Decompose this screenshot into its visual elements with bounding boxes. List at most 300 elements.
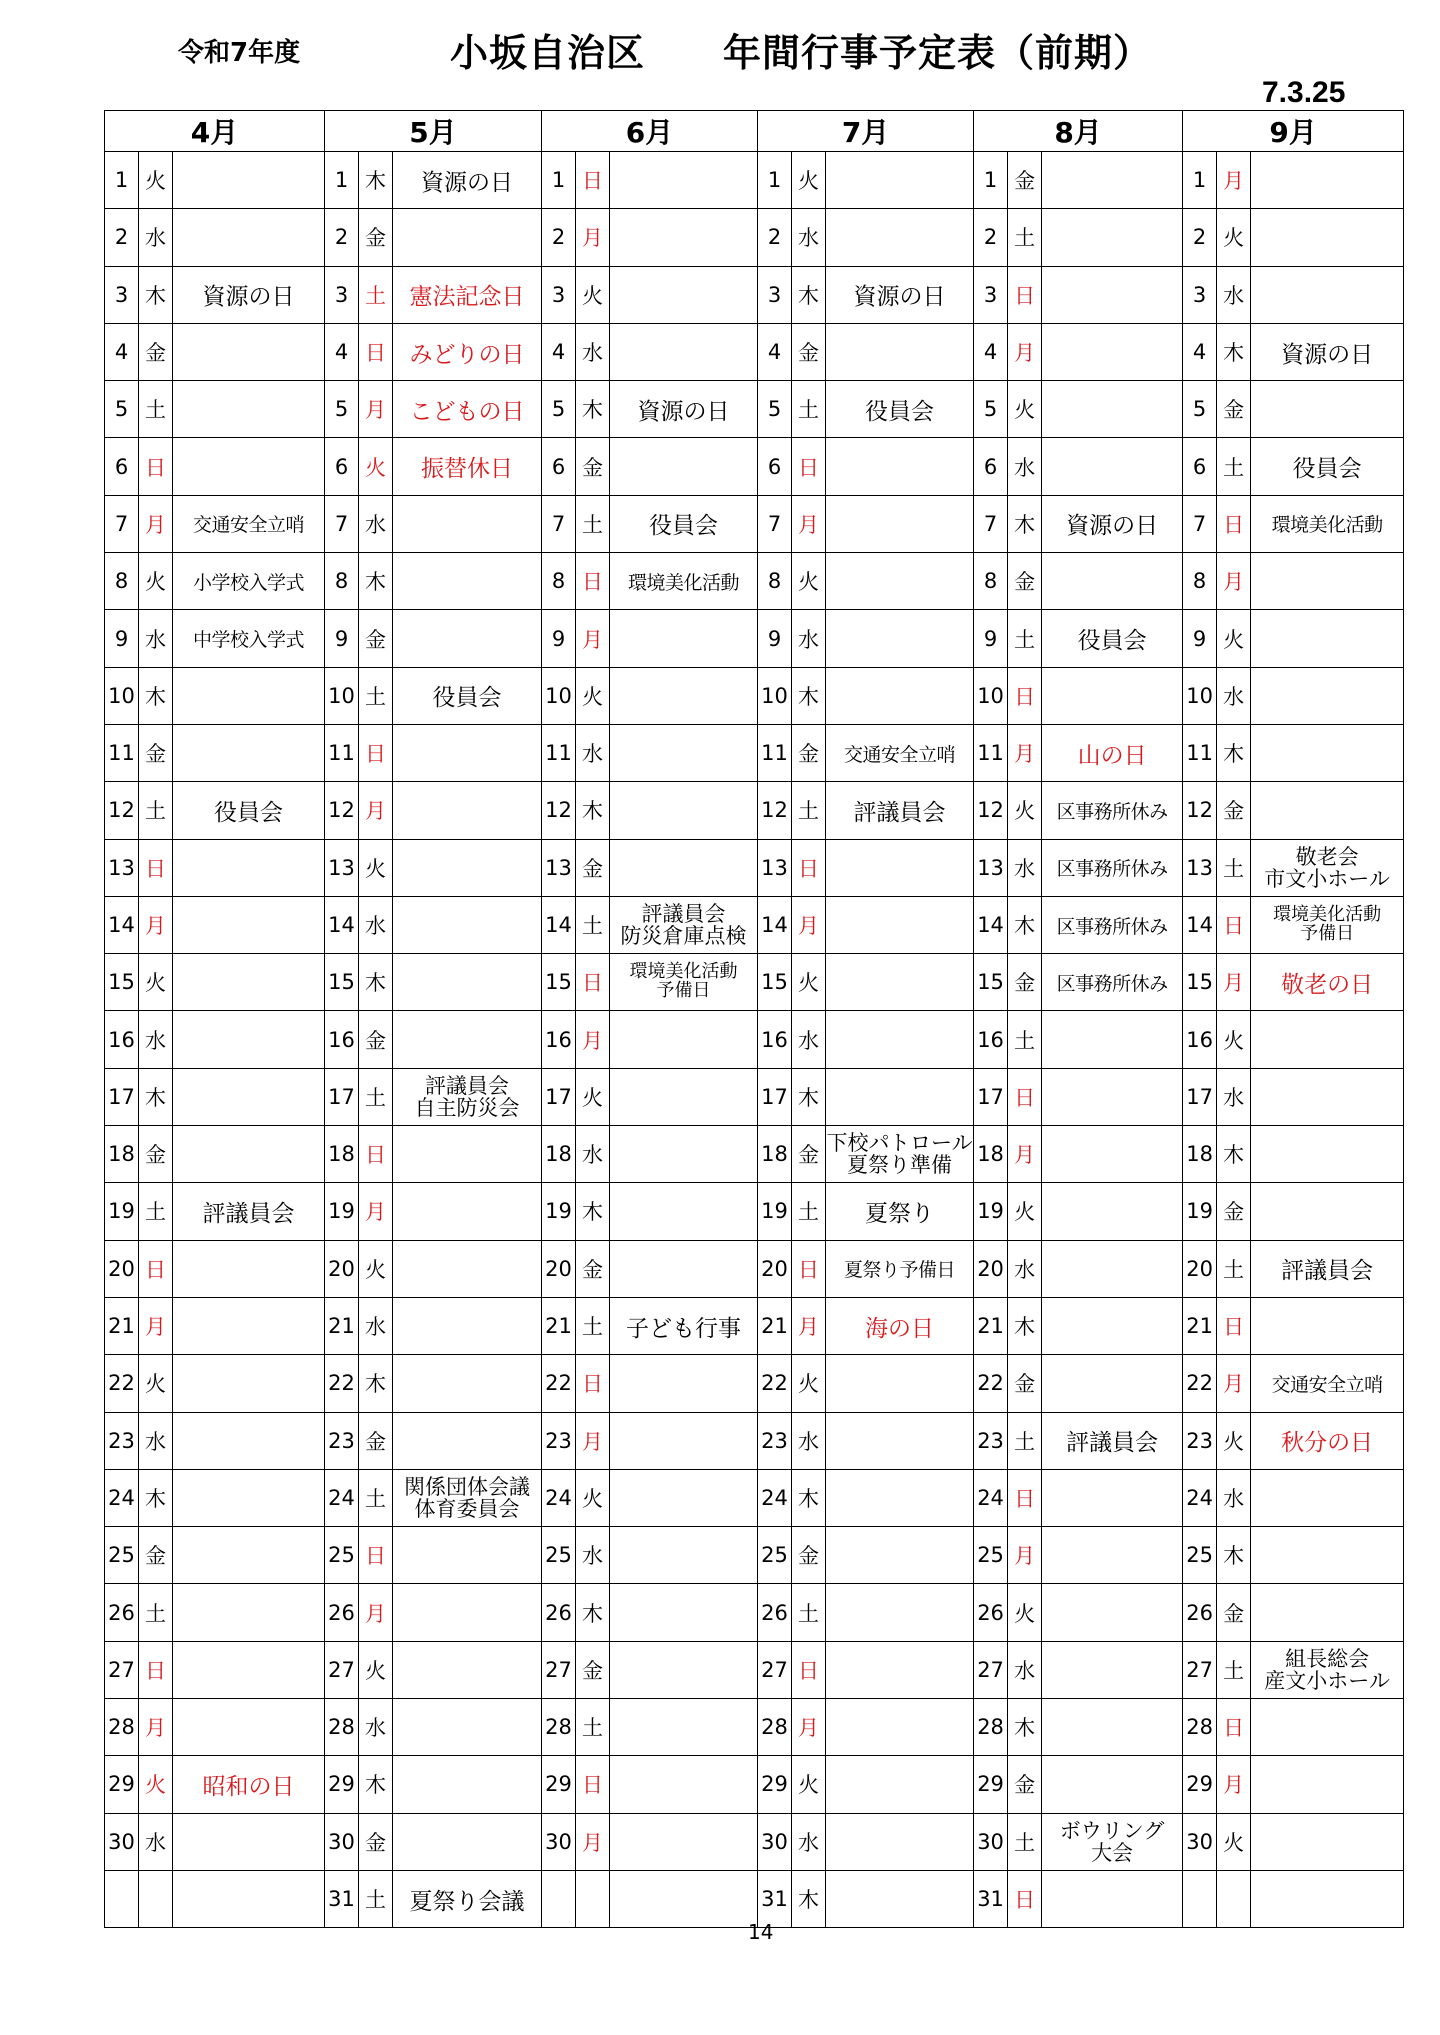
weekday: 水 (139, 610, 173, 667)
weekday: 金 (139, 724, 173, 781)
weekday: 土 (576, 1297, 610, 1354)
weekday: 木 (1008, 495, 1042, 552)
weekday: 金 (792, 724, 826, 781)
day-number (1183, 1870, 1217, 1927)
event-cell (610, 724, 758, 781)
weekday: 月 (576, 610, 610, 667)
day-number: 21 (542, 1297, 576, 1354)
event-label: ボウリング (1059, 1818, 1165, 1843)
event-cell (393, 495, 542, 552)
day-number: 19 (1183, 1183, 1217, 1240)
event-label: 区事務所休み (1056, 858, 1168, 881)
event-cell (610, 610, 758, 667)
day-number: 31 (758, 1870, 792, 1927)
weekday: 金 (359, 610, 393, 667)
event-cell (826, 152, 974, 209)
event-cell (826, 209, 974, 266)
weekday: 金 (576, 1240, 610, 1297)
weekday: 木 (576, 782, 610, 839)
weekday: 日 (576, 954, 610, 1011)
event-label: 山の日 (1077, 742, 1147, 769)
event-cell (826, 1870, 974, 1927)
day-number: 26 (542, 1584, 576, 1641)
day-number: 5 (758, 381, 792, 438)
day-number: 10 (542, 667, 576, 724)
day-number: 23 (1183, 1412, 1217, 1469)
day-number: 6 (105, 438, 139, 495)
event-cell (173, 323, 325, 380)
event-label-secondary: 予備日 (656, 980, 711, 1002)
day-number: 16 (325, 1011, 359, 1068)
event-cell (826, 1355, 974, 1412)
weekday: 木 (139, 1068, 173, 1125)
day-number: 23 (325, 1412, 359, 1469)
event-cell (826, 1011, 974, 1068)
event-cell (610, 1412, 758, 1469)
event-cell (826, 1756, 974, 1813)
event-label: 秋分の日 (1281, 1430, 1374, 1457)
day-number: 22 (105, 1355, 139, 1412)
day-number: 4 (758, 323, 792, 380)
calendar-row (105, 152, 1404, 209)
event-cell (1042, 1870, 1183, 1927)
event-cell (393, 1756, 542, 1813)
event-cell (1251, 1068, 1404, 1125)
day-number: 28 (758, 1699, 792, 1756)
event-cell (173, 1183, 325, 1240)
calendar-row (105, 724, 1404, 781)
day-number: 25 (542, 1527, 576, 1584)
event-cell (826, 1240, 974, 1297)
event-cell (173, 724, 325, 781)
day-number: 31 (974, 1870, 1008, 1927)
calendar-row (105, 209, 1404, 266)
day-number: 29 (758, 1756, 792, 1813)
day-number: 20 (105, 1240, 139, 1297)
day-number: 1 (758, 152, 792, 209)
month-header-row (105, 111, 1404, 152)
event-cell (1042, 1355, 1183, 1412)
day-number: 11 (325, 724, 359, 781)
month-header: 5月 (325, 111, 542, 152)
event-cell (1251, 381, 1404, 438)
weekday: 金 (1008, 553, 1042, 610)
weekday: 日 (359, 724, 393, 781)
day-number: 21 (1183, 1297, 1217, 1354)
weekday: 火 (1217, 209, 1251, 266)
weekday: 木 (1217, 724, 1251, 781)
event-cell (393, 724, 542, 781)
weekday: 水 (1217, 1469, 1251, 1526)
event-cell (1251, 1183, 1404, 1240)
event-label: 評議員会 (853, 799, 946, 826)
weekday: 土 (792, 1183, 826, 1240)
day-number: 30 (105, 1813, 139, 1870)
day-number: 4 (325, 323, 359, 380)
event-cell (826, 610, 974, 667)
event-cell (826, 1699, 974, 1756)
weekday: 土 (359, 266, 393, 323)
event-cell (393, 667, 542, 724)
event-cell (610, 839, 758, 896)
weekday: 木 (359, 1355, 393, 1412)
weekday: 水 (576, 1126, 610, 1183)
month-header: 7月 (758, 111, 974, 152)
weekday: 木 (576, 381, 610, 438)
event-cell (173, 1469, 325, 1526)
day-number: 17 (1183, 1068, 1217, 1125)
event-cell (610, 438, 758, 495)
weekday: 水 (792, 1011, 826, 1068)
weekday: 火 (139, 1355, 173, 1412)
day-number: 28 (1183, 1699, 1217, 1756)
day-number: 8 (974, 553, 1008, 610)
day-number: 30 (542, 1813, 576, 1870)
calendar-row (105, 896, 1404, 953)
weekday: 火 (792, 1756, 826, 1813)
weekday: 月 (1008, 1126, 1042, 1183)
weekday: 火 (792, 152, 826, 209)
weekday: 土 (1008, 1011, 1042, 1068)
event-label: 敬老の日 (1281, 971, 1374, 998)
calendar-row (105, 1297, 1404, 1354)
weekday: 月 (139, 896, 173, 953)
day-number: 19 (758, 1183, 792, 1240)
event-cell (393, 839, 542, 896)
weekday: 月 (792, 1297, 826, 1354)
calendar-row (105, 1699, 1404, 1756)
weekday: 月 (359, 1183, 393, 1240)
event-label: 夏祭り (865, 1200, 935, 1227)
event-cell (826, 839, 974, 896)
day-number: 15 (542, 954, 576, 1011)
event-cell (826, 1126, 974, 1183)
event-cell (393, 1297, 542, 1354)
weekday: 月 (139, 495, 173, 552)
weekday: 日 (792, 1240, 826, 1297)
day-number: 19 (974, 1183, 1008, 1240)
day-number: 13 (542, 839, 576, 896)
day-number: 16 (974, 1011, 1008, 1068)
event-cell (610, 1469, 758, 1526)
day-number: 5 (1183, 381, 1217, 438)
day-number: 29 (1183, 1756, 1217, 1813)
event-cell (393, 1126, 542, 1183)
event-cell (1251, 1699, 1404, 1756)
day-number: 6 (1183, 438, 1217, 495)
event-cell (173, 1756, 325, 1813)
event-cell (173, 553, 325, 610)
weekday: 日 (792, 438, 826, 495)
event-cell (393, 1870, 542, 1927)
day-number: 4 (105, 323, 139, 380)
weekday: 火 (359, 839, 393, 896)
fiscal-year-label: 令和7年度 (178, 38, 301, 68)
weekday: 水 (139, 1011, 173, 1068)
day-number: 10 (1183, 667, 1217, 724)
day-number: 15 (325, 954, 359, 1011)
event-label: 交通安全立哨 (844, 743, 956, 766)
event-cell (610, 1870, 758, 1927)
event-label-secondary: 夏祭り準備 (847, 1153, 953, 1178)
weekday: 木 (576, 1584, 610, 1641)
weekday: 火 (576, 667, 610, 724)
event-label: 役員会 (432, 685, 502, 712)
day-number: 12 (974, 782, 1008, 839)
day-number: 10 (105, 667, 139, 724)
weekday: 日 (1008, 1870, 1042, 1927)
weekday: 水 (576, 724, 610, 781)
weekday: 火 (359, 1641, 393, 1698)
event-cell (173, 209, 325, 266)
day-number: 26 (1183, 1584, 1217, 1641)
weekday: 月 (576, 1813, 610, 1870)
day-number: 8 (542, 553, 576, 610)
weekday: 土 (1008, 610, 1042, 667)
day-number: 16 (1183, 1011, 1217, 1068)
weekday: 木 (792, 266, 826, 323)
day-number: 27 (105, 1641, 139, 1698)
calendar-row (105, 1011, 1404, 1068)
weekday: 月 (359, 381, 393, 438)
weekday: 日 (359, 1527, 393, 1584)
weekday: 木 (792, 667, 826, 724)
weekday: 火 (792, 553, 826, 610)
event-cell (1042, 1813, 1183, 1870)
day-number: 15 (1183, 954, 1217, 1011)
weekday: 日 (359, 323, 393, 380)
day-number: 16 (542, 1011, 576, 1068)
day-number: 10 (758, 667, 792, 724)
day-number: 4 (542, 323, 576, 380)
weekday: 日 (576, 152, 610, 209)
weekday: 土 (139, 1584, 173, 1641)
weekday: 水 (792, 1412, 826, 1469)
day-number: 8 (758, 553, 792, 610)
day-number: 30 (758, 1813, 792, 1870)
weekday: 木 (1217, 1527, 1251, 1584)
event-cell (173, 1527, 325, 1584)
event-label: 環境美化活動 (629, 961, 738, 983)
day-number: 15 (758, 954, 792, 1011)
calendar-row (105, 323, 1404, 380)
day-number: 25 (758, 1527, 792, 1584)
weekday: 土 (359, 1469, 393, 1526)
weekday: 金 (1217, 1584, 1251, 1641)
event-cell (1251, 1011, 1404, 1068)
event-label: 評議員会 (641, 901, 726, 926)
event-cell (1251, 323, 1404, 380)
event-cell (173, 667, 325, 724)
page-number: 14 (748, 1920, 774, 1944)
calendar-row (105, 1240, 1404, 1297)
event-cell (826, 782, 974, 839)
weekday: 金 (1008, 1355, 1042, 1412)
event-label: 中学校入学式 (193, 629, 305, 652)
weekday: 木 (792, 1870, 826, 1927)
event-cell (826, 954, 974, 1011)
weekday: 金 (139, 323, 173, 380)
event-cell (1251, 667, 1404, 724)
weekday: 木 (139, 1469, 173, 1526)
day-number: 11 (105, 724, 139, 781)
calendar-row (105, 1641, 1404, 1698)
day-number: 24 (105, 1469, 139, 1526)
day-number: 13 (1183, 839, 1217, 896)
event-cell (1042, 782, 1183, 839)
weekday: 金 (359, 1412, 393, 1469)
event-label: 区事務所休み (1056, 800, 1168, 823)
event-label: 子ども行事 (626, 1315, 742, 1342)
day-number: 17 (105, 1068, 139, 1125)
weekday: 金 (1008, 1756, 1042, 1813)
weekday: 月 (1008, 1527, 1042, 1584)
weekday: 土 (139, 1183, 173, 1240)
day-number: 27 (758, 1641, 792, 1698)
event-cell (173, 839, 325, 896)
day-number: 5 (974, 381, 1008, 438)
event-cell (393, 1412, 542, 1469)
day-number: 17 (325, 1068, 359, 1125)
event-label-secondary: 予備日 (1300, 923, 1355, 944)
weekday: 日 (139, 438, 173, 495)
day-number: 11 (542, 724, 576, 781)
event-cell (393, 266, 542, 323)
event-cell (173, 1641, 325, 1698)
weekday: 水 (1008, 1641, 1042, 1698)
weekday: 月 (792, 1699, 826, 1756)
weekday: 火 (139, 1756, 173, 1813)
day-number: 17 (758, 1068, 792, 1125)
weekday: 日 (139, 1240, 173, 1297)
weekday: 金 (1008, 954, 1042, 1011)
calendar-row (105, 610, 1404, 667)
day-number: 1 (542, 152, 576, 209)
event-cell (826, 667, 974, 724)
day-number: 24 (325, 1469, 359, 1526)
event-cell (1251, 1756, 1404, 1813)
weekday: 金 (576, 1641, 610, 1698)
event-label: 評議員会 (425, 1073, 510, 1098)
weekday: 金 (576, 438, 610, 495)
event-label: こどもの日 (409, 398, 525, 425)
weekday: 土 (1217, 1641, 1251, 1698)
day-number: 3 (1183, 266, 1217, 323)
day-number: 28 (105, 1699, 139, 1756)
day-number: 10 (325, 667, 359, 724)
day-number: 10 (974, 667, 1008, 724)
event-cell (1251, 610, 1404, 667)
weekday: 月 (576, 209, 610, 266)
weekday: 火 (359, 438, 393, 495)
day-number: 2 (542, 209, 576, 266)
weekday (1217, 1870, 1251, 1927)
day-number: 7 (325, 495, 359, 552)
day-number: 12 (758, 782, 792, 839)
weekday: 土 (792, 1584, 826, 1641)
weekday: 木 (1217, 323, 1251, 380)
event-cell (610, 667, 758, 724)
weekday: 木 (1217, 1126, 1251, 1183)
day-number: 29 (105, 1756, 139, 1813)
event-cell (173, 1297, 325, 1354)
event-label: 役員会 (865, 398, 935, 425)
event-cell (173, 954, 325, 1011)
weekday: 水 (1008, 438, 1042, 495)
calendar-row (105, 438, 1404, 495)
calendar-row (105, 1412, 1404, 1469)
event-cell (1042, 438, 1183, 495)
day-number: 22 (1183, 1355, 1217, 1412)
event-cell (610, 1068, 758, 1125)
weekday: 金 (139, 1126, 173, 1183)
event-cell (610, 152, 758, 209)
day-number: 19 (325, 1183, 359, 1240)
weekday: 木 (359, 553, 393, 610)
weekday: 水 (1217, 266, 1251, 323)
weekday: 木 (359, 1756, 393, 1813)
weekday: 火 (1217, 610, 1251, 667)
event-label: 敬老会 (1295, 844, 1359, 869)
day-number: 3 (758, 266, 792, 323)
day-number: 15 (974, 954, 1008, 1011)
day-number: 2 (105, 209, 139, 266)
event-cell (1042, 954, 1183, 1011)
weekday: 金 (1217, 782, 1251, 839)
day-number: 29 (325, 1756, 359, 1813)
weekday: 日 (576, 553, 610, 610)
weekday: 月 (1217, 1355, 1251, 1412)
day-number: 22 (974, 1355, 1008, 1412)
weekday: 木 (576, 1183, 610, 1240)
weekday: 日 (1217, 1699, 1251, 1756)
day-number: 9 (325, 610, 359, 667)
day-number: 9 (758, 610, 792, 667)
day-number: 7 (542, 495, 576, 552)
day-number: 29 (542, 1756, 576, 1813)
page-title: 小坂自治区 年間行事予定表（前期） (450, 31, 1153, 75)
day-number: 20 (758, 1240, 792, 1297)
day-number: 9 (105, 610, 139, 667)
event-cell (826, 1527, 974, 1584)
event-cell (610, 782, 758, 839)
event-cell (173, 438, 325, 495)
event-label: 役員会 (214, 799, 283, 826)
weekday: 火 (139, 954, 173, 1011)
event-cell (1042, 1699, 1183, 1756)
weekday: 火 (1217, 1412, 1251, 1469)
event-label: 資源の日 (202, 284, 295, 311)
weekday: 金 (1008, 152, 1042, 209)
day-number: 19 (105, 1183, 139, 1240)
day-number: 23 (758, 1412, 792, 1469)
weekday: 火 (792, 1355, 826, 1412)
annual-event-calendar (104, 110, 1404, 1928)
day-number: 6 (974, 438, 1008, 495)
event-cell (826, 896, 974, 953)
event-cell (826, 1584, 974, 1641)
month-header: 8月 (974, 111, 1183, 152)
event-cell (826, 1641, 974, 1698)
weekday: 木 (139, 667, 173, 724)
day-number: 5 (325, 381, 359, 438)
event-cell (173, 381, 325, 438)
weekday: 土 (576, 495, 610, 552)
weekday: 火 (1008, 782, 1042, 839)
weekday: 水 (139, 1813, 173, 1870)
weekday: 木 (1008, 1297, 1042, 1354)
calendar-row (105, 381, 1404, 438)
